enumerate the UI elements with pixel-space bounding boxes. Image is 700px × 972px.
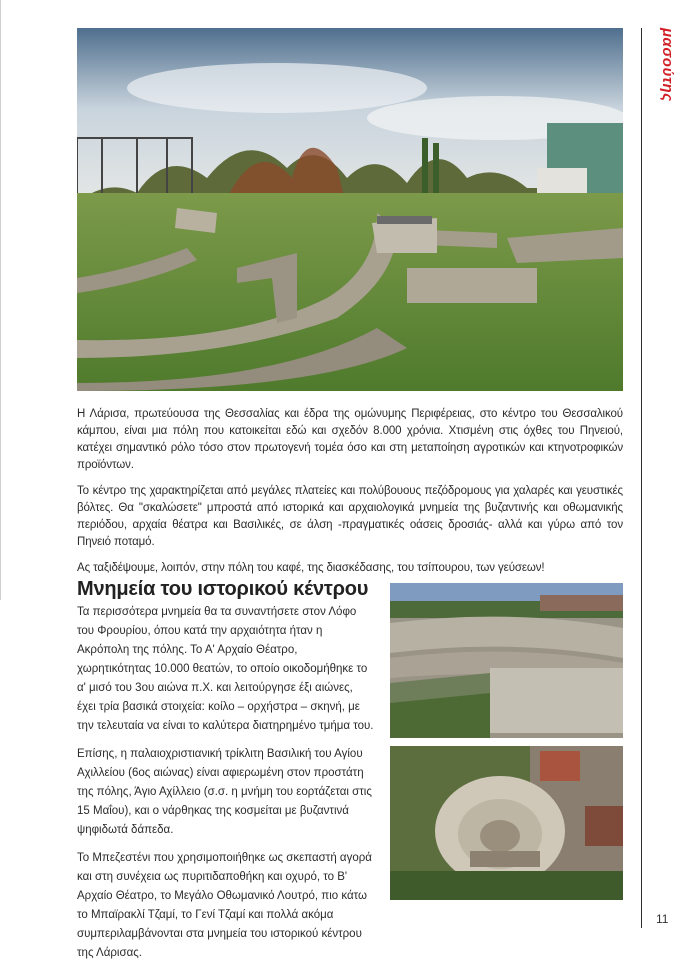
aerial-theatre-photo: [390, 746, 623, 900]
section-title: Μνημεία του ιστορικού κέντρου: [77, 578, 369, 600]
section-paragraph-1: Τα περισσότερα μνημεία θα τα συναντήσετε στον Λόφο του Φρουρίου, όπου κατά την αρχαιότητα ήταν η Ακρόπολη της πόλης. Το Α' Αρχαίο Θέατρο, χωρητικότητας 10.000 θεατών, το οποίο οικοδομήθηκε το α' μισό του 3ου αιώνα π.Χ. και λειτούργησε έξι αιώνες, έχει τρία βασικά στοιχεία: κοίλο – ορχήστρα – σκηνή, με την τελευταία να είναι το καλύτερα διατηρημένο τμήμα του.: [77, 606, 374, 732]
intro-paragraph-3: Ας ταξιδέψουμε, λοιπόν, στην πόλη του καφέ, της διασκέδασης, του τσίπουρου, των γεύσεων!: [77, 562, 545, 574]
section-paragraph-2: Επίσης, η παλαιοχριστιανική τρίκλιτη Βασιλική του Αγίου Αχιλλείου (6ος αιώνας) είναι αφιερωμένη στον προστάτη της πόλης, Άγιο Αχίλλειο (σ.σ. η μνήμη του εορτάζεται στις 15 Μαΐου), και ο νάρθηκας της κοσμείται με βυζαντινά ψηφιδωτά δάπεδα.: [77, 748, 372, 836]
aerial-theatre-illustration: [390, 746, 623, 900]
page-number: 11: [656, 912, 669, 926]
page-edge-line: [0, 0, 1, 600]
ruins-photo: [77, 28, 623, 391]
margin-rule: [641, 28, 642, 928]
intro-paragraph-2: Το κέντρο της χαρακτηρίζεται από μεγάλες πλατείες και πολύβουους πεζόδρομους για χαλαρές και γευστικές βόλτες. Θα "σκαλώσετε" μπροστά από ιστορικά και αρχαιολογικά μνημεία της βυζαντινής και οθωμανικής περιόδου, αρχαία θέατρα και Βασιλικές, σε άλση -πραγματικές οάσεις δροσιάς- αλλά και γύρω από τον Πηνειό ποταμό.: [77, 485, 623, 548]
brand-logo: μασούτης: [659, 28, 676, 102]
ruins-illustration: [77, 28, 623, 391]
ancient-theatre-photo: [390, 583, 623, 738]
intro-paragraph-1: Η Λάρισα, πρωτεύουσα της Θεσσαλίας και έδρα της ομώνυμης Περιφέρειας, στο κέντρο του Θεσσαλικού κάμπου, είναι μια πόλη που κατοικείται εδώ και σχεδόν 8.000 χρόνια. Χτισμένη στις όχθες του Πηνειού, κατέχει σημαντικό ρόλο τόσο στον πρωτογενή τομέα όσο και στη μεταποίηση αγροτικών και κτηνοτροφικών προϊόντων.: [77, 408, 623, 471]
intro-text: [77, 406, 623, 586]
section-text: [77, 603, 374, 972]
section-paragraph-3: Το Μπεζεστένι που χρησιμοποιήθηκε ως σκεπαστή αγορά και στη συνέχεια ως πυριτιδαποθήκη και οχυρό, το Β' Αρχαίο Θέατρο, το Μεγάλο Οθωμανικό Λουτρό, πιο κάτω το Μπαϊρακλί Τζαμί, το Γενί Τζαμί και πολλά ακόμα συμπεριλαμβάνονται στα μνημεία του ιστορικού κέντρου της Λάρισας.: [77, 852, 372, 959]
theatre-illustration: [390, 583, 623, 738]
